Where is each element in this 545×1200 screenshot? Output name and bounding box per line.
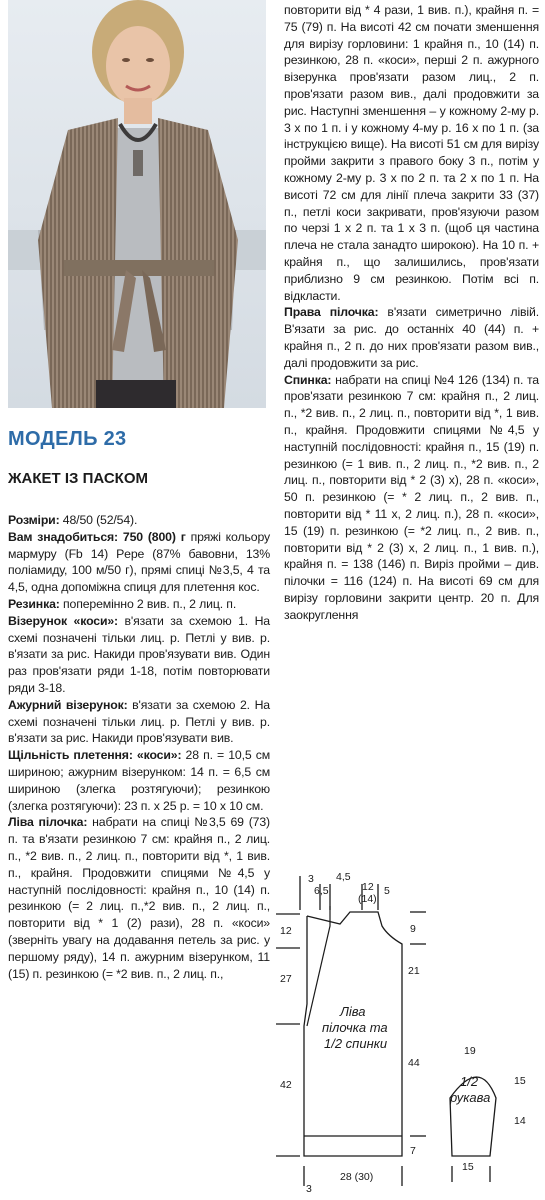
dim-sleeve-15-right: 15	[514, 1075, 526, 1087]
front-label-line2: пілочка та	[322, 1020, 388, 1035]
dim-14: (14)	[358, 893, 377, 905]
dim-sleeve-19: 19	[464, 1045, 476, 1057]
paragraph-gauge: Щільність плетення: «коси»: 28 п. = 10,5 см шириною; ажурним візерунком: 14 п. = 6,5 см шириною (злегка розтягуючи); резинкою (злегка розтягуючи): 23 п. х 25 р. = 10 х 10 см.	[8, 748, 271, 813]
model-photo	[8, 0, 266, 408]
neckline-shaping-line	[307, 906, 330, 1026]
paragraph-left-front-continued: повторити від * 4 рази, 1 вив. п.), крайня п. = 75 (79) п. На висоті 42 см почати зменшення для вирізу горловини: 1 крайня п., 10 (14) п. резинкою, 28 п. «коси», перші 2 п. ажурного візерунка пров'язати разом лиц., 2 п. пров'язати разом вив., далі продовжити за рис. Наступні зменшення – у кожному 2-му р. 3 х по 1 п. і у кожному 4-му р. 16 х по 1 п. (за інструкцією вище). На висоті 51 см для вирізу пройми закрити з правого боку 3 п., потім у кожному 2-му р. 3 х по 2 п. та 2 х по 1 п. На висоті 72 см для лінії плеча закрити 33 (37) п., петлі коси закривати, пров'язуючи разом по черзі 1 х 2 п. та 1 х 3 п. (щоб ця частина плеча не стала занадто широкою). На 10 п. + крайня п., що залишились, пров'язати приблизно 9 см резинкою. Потім всі п. відкласти.	[284, 3, 539, 303]
paragraph-lace-pattern: Ажурний візерунок: в'язати за схемою 2. На схемі позначені тільки лиц. р. Петлі у вив. р. в'язати за рис. Накиди пров'язувати вив.	[8, 697, 270, 746]
photo-illustration	[8, 0, 266, 408]
right-text-column	[284, 2, 539, 623]
dim-right-7: 7	[410, 1145, 416, 1157]
dim-6-5: 6,5	[314, 885, 329, 897]
model-title: МОДЕЛЬ 23	[8, 428, 127, 450]
paragraph-materials: Вам знадобиться: 750 (800) г пряжі кольору мармуру (Fb 14) Pepe (87% бавовни, 13% поліамиду, 100 м/50 г), прямі спиці №3,5, 4 та 4,5, одна допоміжна спиця для плетення кос.	[8, 529, 270, 595]
dim-3-top: 3	[308, 873, 314, 885]
dim-right-44: 44	[408, 1057, 420, 1069]
paragraph-back: Спинка: набрати на спиці №4 126 (134) п. та пров'язати резинкою 7 см: крайня п., 2 лиц. п., *2 вив. п., 2 лиц. п., повторити від *, 1 вив. п., крайня. Продовжити спицями №4,5 у наступній послідовності: крайня п., 15 (19) п. резинкою (= 1 вив. п., 2 лиц. п., *2 вив. п., 2 лиц. п., повторити від * 2 (3) х), 28 п. «коси», 50 п. резинкою (= * 2 лиц. п., 2 вив. п., повторити від * 11 х, 2 лиц. п.), 28 п. «коси», 15 (19) п. резинкою (= *2 лиц. п., 2 вив. п., повторити від * 2 (3) х, 2 лиц. п., 1 вив. п.), крайня п. = 138 (146) п. Виріз пройми – див. пілочки = 116 (124) п. На висоті 69 см для вирізу горловини закрити центр. 20 п. Для заокруглення	[284, 372, 539, 622]
sleeve-label-line2: рукава	[450, 1090, 491, 1105]
left-text-column	[8, 512, 270, 982]
paragraph-sizes: Розміри: 48/50 (52/54).	[8, 513, 138, 527]
dim-right-21: 21	[408, 965, 420, 977]
paragraph-cable-pattern: Візерунок «коси»: в'язати за схемою 1. На схемі позначені тільки лиц. р. Петлі у вив. р. в'язати за рис. Накиди пров'язувати вив. Один раз пров'язати ряди 1-18, потім повторювати ряди 3-18.	[8, 613, 270, 695]
paragraph-left-front: Ліва пілочка: набрати на спиці №3,5 69 (73) п. та в'язати резинкою 7 см: крайня п., 2 лиц. п., *2 вив. п., 2 лиц. п., повторити від *, 1 вив. п., крайня. Продовжити спицями №4,5 у наступній послідовності: крайня п., 10 (14) п. резинкою (= 2 лиц. п.,*2 вив. п., 2 лиц. п., повторити від * 1 (2) рази), 28 п. «коси» (зверніть увагу на додавання петель за рис. у першому ряду), 14 п. ажурним візерунком, 11 (15) п. резинкою (= *2 вив. п., 2 лиц. п.,	[8, 815, 270, 981]
dim-left-12: 12	[280, 925, 292, 937]
sleeve-label-line1: 1/2	[460, 1074, 479, 1089]
article-subtitle: ЖАКЕТ ІЗ ПАСКОМ	[8, 470, 149, 487]
dim-5: 5	[384, 885, 390, 897]
paragraph-rib: Резинка: поперемінно 2 вив. п., 2 лиц. п.	[8, 596, 237, 611]
dim-4-5: 4,5	[336, 871, 351, 883]
dim-left-42: 42	[280, 1079, 292, 1091]
front-label-line3: 1/2 спинки	[324, 1036, 388, 1051]
dim-12: 12	[362, 881, 374, 893]
dim-sleeve-14: 14	[514, 1115, 526, 1127]
dim-sleeve-15-bottom: 15	[462, 1161, 474, 1173]
dim-right-9: 9	[410, 923, 416, 935]
dim-bottom-3: 3	[306, 1183, 312, 1195]
dim-bottom-28-30: 28 (30)	[340, 1171, 374, 1183]
paragraph-right-front: Права пілочка: в'язати симетрично лівій. В'язати за рис. до останніх 40 (44) п. + крайня п., 2 п. до них пров'язати разом вив., далі продовжити за рис.	[284, 305, 539, 370]
dim-left-27: 27	[280, 973, 292, 985]
front-label-line1: Ліва	[340, 1004, 366, 1019]
pattern-schematic	[270, 866, 542, 1198]
